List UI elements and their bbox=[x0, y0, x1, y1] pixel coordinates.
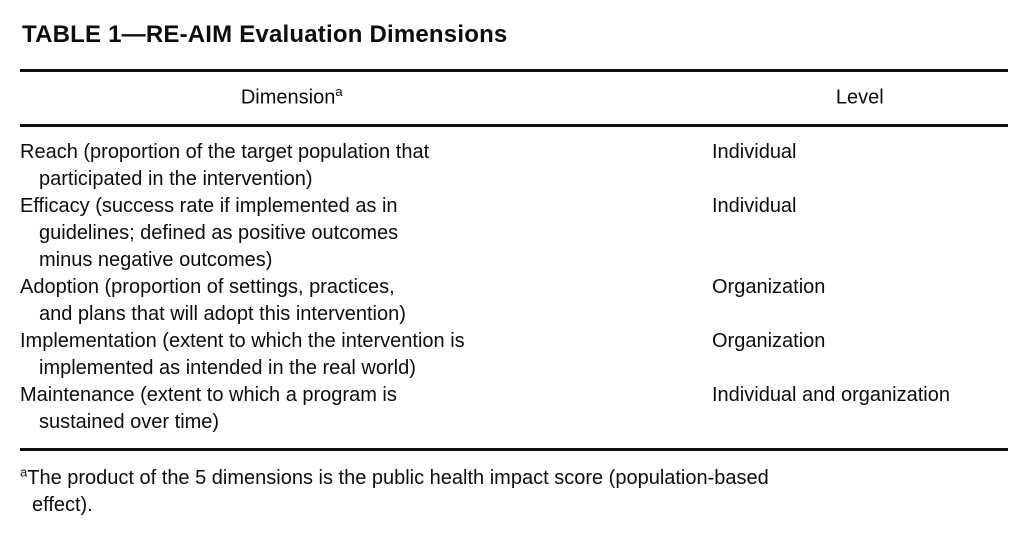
table-row-reach bbox=[20, 139, 1008, 193]
footnote-text: The product of the 5 dimensions is the public health impact score (population-based bbox=[27, 467, 769, 489]
table-row-adoption bbox=[20, 274, 1008, 328]
dimension-line: Implementation (extent to which the intervention is bbox=[20, 330, 465, 352]
dimension-line: Adoption (proportion of settings, practices, bbox=[20, 276, 395, 298]
table-footnote bbox=[20, 465, 1008, 519]
table-row-implementation bbox=[20, 328, 1008, 382]
dimension-line: participated in the intervention) bbox=[39, 168, 313, 190]
dimension-line: Efficacy (success rate if implemented as in bbox=[20, 195, 398, 217]
footnote-marker: a bbox=[20, 464, 28, 480]
table-title: TABLE 1—RE-AIM Evaluation Dimensions bbox=[22, 21, 508, 48]
dimension-line: sustained over time) bbox=[39, 411, 220, 433]
level-cell: Individual and organization bbox=[712, 384, 950, 406]
dimension-cell bbox=[20, 382, 690, 436]
footnote-marker-superscript: a bbox=[335, 83, 343, 99]
footnote-line: effect). bbox=[32, 494, 93, 516]
dimension-line: Reach (proportion of the target population that bbox=[20, 141, 430, 163]
table-header-rule bbox=[20, 124, 1008, 127]
dimension-line: and plans that will adopt this intervention) bbox=[39, 303, 406, 325]
dimension-line: minus negative outcomes) bbox=[39, 249, 273, 271]
level-cell: Individual bbox=[712, 195, 797, 217]
level-cell: Organization bbox=[712, 330, 826, 352]
level-cell: Individual bbox=[712, 141, 797, 163]
table-header-row bbox=[20, 72, 1008, 124]
table-bottom-rule bbox=[20, 448, 1008, 451]
level-cell: Organization bbox=[712, 276, 826, 298]
dimension-line: implemented as intended in the real world) bbox=[39, 357, 416, 379]
column-header-level: Level bbox=[835, 86, 884, 109]
dimension-cell bbox=[20, 193, 690, 274]
table-body bbox=[20, 139, 1008, 436]
dimension-line: guidelines; defined as positive outcomes bbox=[39, 222, 399, 244]
table-row-efficacy bbox=[20, 193, 1008, 274]
column-header-dimension-label: Dimension bbox=[240, 86, 336, 109]
column-header-dimension bbox=[20, 83, 563, 110]
footnote-line bbox=[20, 465, 1008, 492]
dimension-cell bbox=[20, 328, 690, 382]
dimension-cell bbox=[20, 274, 690, 328]
table-row-maintenance bbox=[20, 382, 1008, 436]
dimension-line: Maintenance (extent to which a program is bbox=[20, 384, 397, 406]
dimension-cell bbox=[20, 139, 690, 193]
